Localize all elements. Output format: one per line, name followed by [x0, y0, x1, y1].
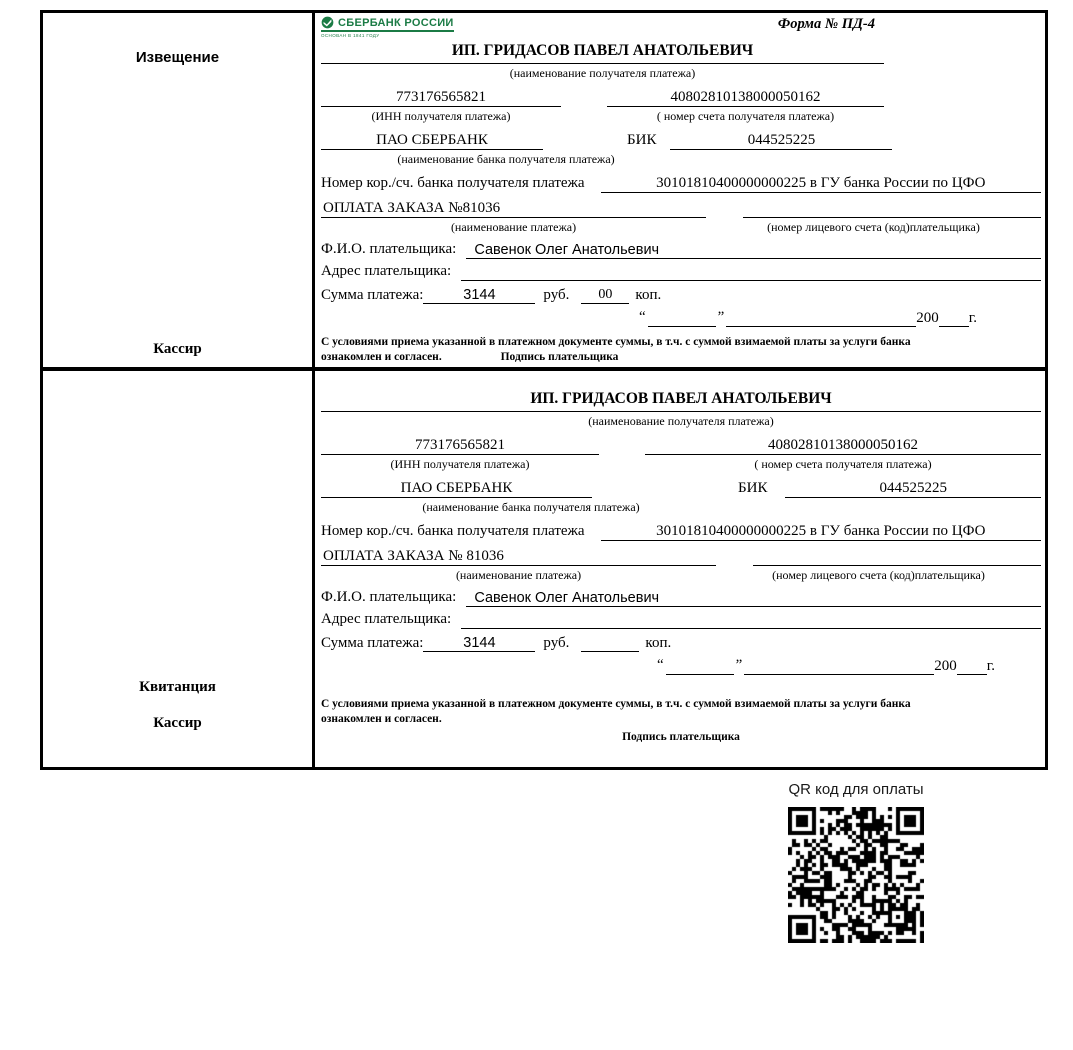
receipt-section: [43, 371, 1045, 767]
date-year-field: [957, 657, 987, 675]
date-line: “ ” 200 г.: [656, 657, 995, 674]
payee-name: ИП. ГРИДАСОВ ПАВЕЛ АНАТОЛЬЕВИЧ: [321, 42, 884, 64]
payment-name-value: ОПЛАТА ЗАКАЗА №81036: [321, 200, 706, 218]
receipt-label: Квитанция: [139, 679, 216, 695]
agreement-text: С условиями приема указанной в платежном документе суммы, в т.ч. с суммой взимаемой платы за услуги банка ознакомлен и согласен. Подпись плательщика: [321, 336, 911, 363]
payer-fio-value: Савенок Олег Анатольевич: [466, 590, 1041, 607]
payee-name-caption: (наименование получателя платежа): [509, 66, 696, 80]
sum-kop-value: 00: [581, 287, 629, 304]
sum-label: Сумма платежа:: [321, 635, 424, 651]
year-prefix: 200: [916, 310, 939, 326]
payee-account-value: 40802810138000050162: [607, 89, 884, 107]
bank-name-caption: (наименование банка получателя платежа): [422, 500, 640, 514]
pd4-form: [40, 10, 1048, 770]
cashier-label: Кассир: [153, 715, 202, 731]
bik-value: 044525225: [670, 132, 892, 150]
payer-address-label: Адрес плательщика:: [321, 263, 452, 279]
payee-account-caption: ( номер счета получателя платежа): [754, 457, 932, 471]
date-line: “ ” 200 г.: [638, 309, 977, 326]
date-year-field: [939, 309, 969, 327]
payer-fio-value: Савенок Олег Анатольевич: [466, 242, 1041, 259]
notice-label: Извещение: [135, 49, 220, 66]
notice-stub-column: [43, 13, 315, 367]
kop-label: коп.: [635, 287, 662, 303]
payment-name-value: ОПЛАТА ЗАКАЗА № 81036: [321, 548, 716, 566]
date-month-field: [744, 657, 934, 675]
corr-account-label: Номер кор./сч. банка получателя платежа: [321, 523, 585, 539]
payee-name-caption: (наименование получателя платежа): [588, 414, 774, 428]
payer-address-field: [461, 628, 1041, 629]
notice-section: [43, 13, 1045, 371]
payee-name: ИП. ГРИДАСОВ ПАВЕЛ АНАТОЛЬЕВИЧ: [321, 390, 1041, 412]
sberbank-logo-subtext: ОСНОВАН В 1841 ГОДУ: [321, 33, 380, 38]
bik-label: БИК: [738, 480, 768, 496]
sberbank-logo-icon: [321, 16, 334, 29]
date-day-field: [666, 657, 734, 675]
date-month-field: [726, 309, 916, 327]
personal-account-caption: (номер лицевого счета (код)плательщика): [767, 220, 980, 234]
payee-inn-caption: (ИНН получателя платежа): [371, 109, 511, 123]
qr-label: QR код для оплаты: [788, 781, 924, 798]
bik-value: 044525225: [785, 480, 1041, 498]
cashier-label: Кассир: [153, 341, 202, 357]
payee-inn-value: 773176565821: [321, 437, 599, 455]
payer-signature-label: Подпись плательщика: [500, 350, 619, 363]
personal-account-caption: (номер лицевого счета (код)плательщика): [772, 568, 985, 582]
bank-name-caption: (наименование банка получателя платежа): [397, 152, 615, 166]
payer-address-field: [461, 280, 1041, 281]
corr-account-label: Номер кор./сч. банка получателя платежа: [321, 175, 585, 191]
year-suffix: г.: [986, 658, 995, 674]
personal-account-field: [743, 198, 1041, 218]
sum-rub-value: 3144: [423, 635, 535, 652]
payer-address-label: Адрес плательщика:: [321, 611, 452, 627]
payer-fio-label: Ф.И.О. плательщика:: [321, 241, 457, 257]
sberbank-logo-text: СБЕРБАНК РОССИИ: [338, 16, 454, 29]
sum-label: Сумма платежа:: [321, 287, 424, 303]
agreement-text: С условиями приема указанной в платежном документе суммы, в т.ч. с суммой взимаемой платы за услуги банка ознакомлен и согласен. Подпись плательщика: [321, 697, 1041, 745]
payee-account-value: 40802810138000050162: [645, 437, 1041, 455]
sum-kop-value: [581, 651, 639, 652]
payer-signature-label: Подпись плательщика: [622, 730, 740, 743]
payer-fio-label: Ф.И.О. плательщика:: [321, 589, 457, 605]
bik-label: БИК: [627, 132, 657, 148]
payment-name-caption: (наименование платежа): [455, 568, 582, 582]
receipt-stub-column: [43, 371, 315, 767]
bank-name-value: ПАО СБЕРБАНК: [321, 480, 592, 498]
year-suffix: г.: [968, 310, 977, 326]
receipt-panel: [315, 371, 1045, 767]
payee-account-caption: ( номер счета получателя платежа): [656, 109, 835, 123]
qr-block: [756, 781, 956, 943]
bank-name-value: ПАО СБЕРБАНК: [321, 132, 543, 150]
sberbank-logo: [321, 16, 454, 38]
year-prefix: 200: [934, 658, 957, 674]
corr-account-value: 30101810400000000225 в ГУ банка России по ЦФО: [601, 175, 1041, 193]
kop-label: коп.: [645, 635, 672, 651]
qr-code: [788, 807, 924, 943]
notice-panel: [315, 13, 1045, 367]
date-day-field: [648, 309, 716, 327]
corr-account-value: 30101810400000000225 в ГУ банка России по ЦФО: [601, 523, 1041, 541]
rub-label: руб.: [543, 635, 570, 651]
payee-inn-caption: (ИНН получателя платежа): [390, 457, 530, 471]
payee-inn-value: 773176565821: [321, 89, 561, 107]
sum-rub-value: 3144: [423, 287, 535, 304]
payment-name-caption: (наименование платежа): [450, 220, 577, 234]
form-number: Форма № ПД-4: [777, 16, 875, 32]
rub-label: руб.: [543, 287, 570, 303]
notice-header: [321, 16, 1041, 42]
personal-account-field: [753, 546, 1041, 566]
